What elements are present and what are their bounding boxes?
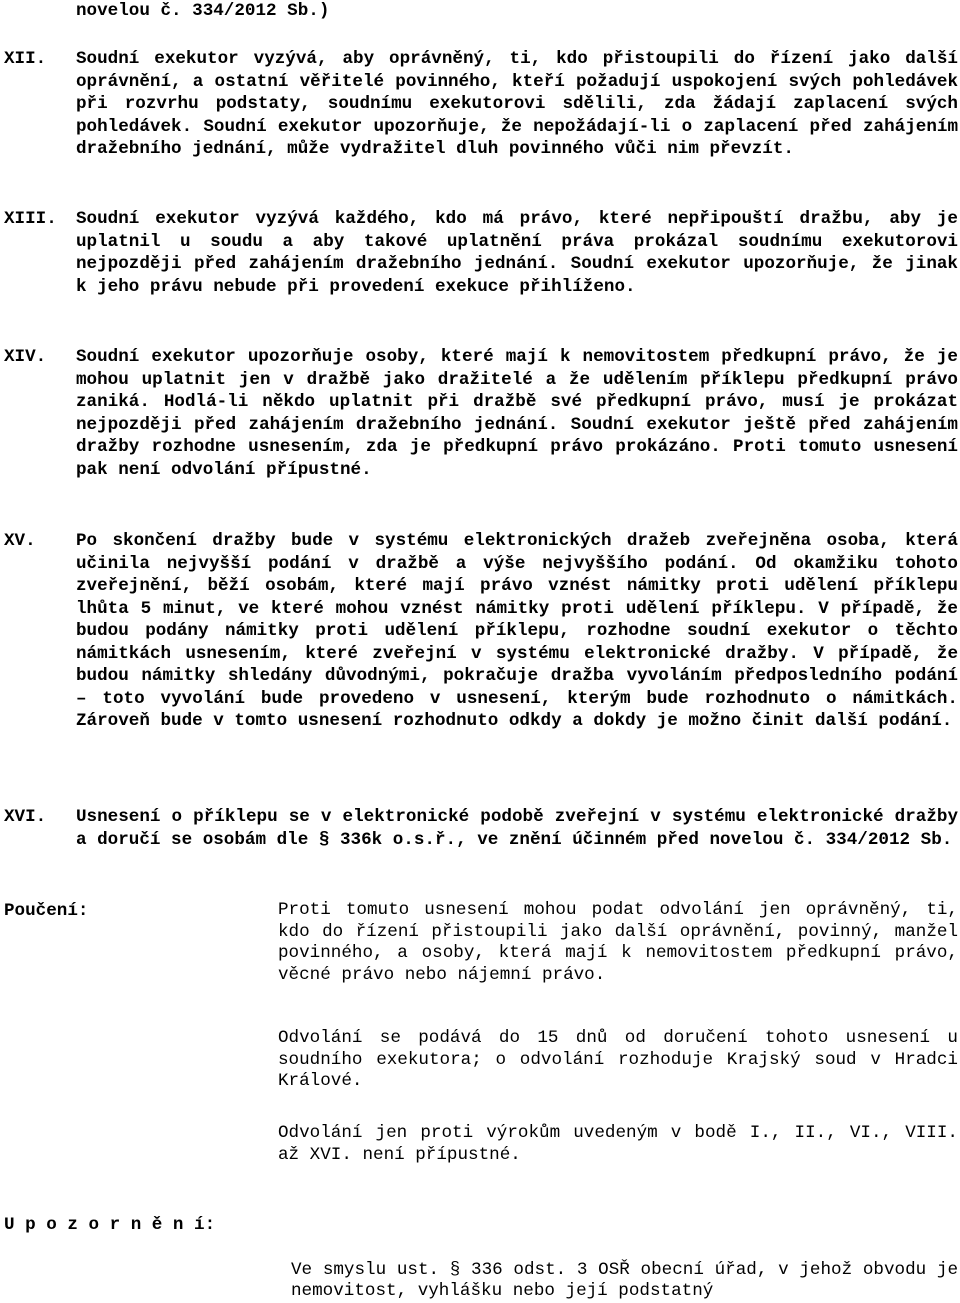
section-number: XVI.: [4, 807, 47, 827]
continued-line: novelou č. 334/2012 Sb.): [76, 1, 330, 21]
section-text: Soudní exekutor vyzývá, aby oprávněný, ti, kdo přistoupili do řízení jako další oprávnění, a ostatní věřitelé povinného, kteří požadují uspokojení svých pohledávek při rozvrhu podstaty, soudnímu exekutorovi sdělili, zda žádají zaplacení svých pohledávek. Soudní exekutor upozorňuje, že nepožádají-li o zaplacení před zahájením dražebního jednání, může vydražitel dluh povinného vůči nim převzít.: [76, 49, 958, 159]
section-text: Usnesení o příklepu se v elektronické podobě zveřejní v systému elektronické dražby a doručí se osobám dle § 336k o.s.ř., ve znění účinném před novelou č. 334/2012 Sb.: [76, 807, 958, 850]
poucheni-paragraph-1: Proti tomuto usnesení mohou podat odvolání jen oprávněný, ti, kdo do řízení přistoupili jako další oprávnění, povinný, manžel povinného, a osoby, která mají k nemovitostem předkupní právo, věcné právo nebo nájemní právo.: [278, 900, 958, 986]
poucheni-paragraph-2: Odvolání se podává do 15 dnů od doručení tohoto usnesení u soudního exekutora; o odvolání rozhoduje Krajský soud v Hradci Králové.: [278, 1028, 958, 1092]
section-text: Soudní exekutor upozorňuje osoby, které mají k nemovitostem předkupní právo, že je mohou uplatnit jen v dražbě jako dražitelé a že udělením příklepu předkupní právo zaniká. Hodlá-li někdo uplatnit při dražbě své předkupní právo, musí je prokázat nejpozději před zahájením dražebního jednání. Soudní exekutor ještě před zahájením dražby rozhodne usnesením, zda je předkupní právo prokázáno. Proti tomuto usnesení pak není odvolání přípustné.: [76, 347, 958, 480]
poucheni-label: Poučení:: [4, 901, 89, 921]
section-number: XV.: [4, 531, 36, 551]
section-number: XIV.: [4, 347, 47, 367]
section-text: Soudní exekutor vyzývá každého, kdo má právo, které nepřipouští dražbu, aby je uplatnil u soudu a aby takové uplatnění práva prokázal soudnímu exekutorovi nejpozději před zahájením dražebního jednání. Soudní exekutor upozorňuje, že jinak k jeho právu nebude při provedení exekuce přihlíženo.: [76, 209, 958, 297]
upozorneni-label: U p o z o r n ě n í:: [4, 1215, 216, 1235]
section-text: Po skončení dražby bude v systému elektronických dražeb zveřejněna osoba, která učinila nejvyšší podání v dražbě a výše nejvyššího podání. Od okamžiku tohoto zveřejnění, běží osobám, které mají právo vznést námitky proti udělení příklepu lhůta 5 minut, ve které mohou vznést námitky proti udělení příklepu. V případě, že budou podány námitky proti udělení příklepu, rozhodne soudní exekutor o těchto námitkách usnesením, které zveřejní v systému elektronické dražby. V případě, že budou námitky shledány důvodnými, pokračuje dražba vyvoláním předposledního podání – toto vyvolání bude provedeno v usnesení, kterým bude rozhodnuto o námitkách. Zároveň bude v tomto usnesení rozhodnuto odkdy a dokdy je možno činit další podání.: [76, 531, 958, 731]
upozorneni-text: Ve smyslu ust. § 336 odst. 3 OSŘ obecní úřad, v jehož obvodu je nemovitost, vyhlášku nebo její podstatný: [291, 1260, 958, 1301]
poucheni-paragraph-3: Odvolání jen proti výrokům uvedeným v bodě I., II., VI., VIII. až XVI. není přípustné.: [278, 1123, 958, 1165]
section-number: XIII.: [4, 209, 57, 229]
section-number: XII.: [4, 49, 47, 69]
